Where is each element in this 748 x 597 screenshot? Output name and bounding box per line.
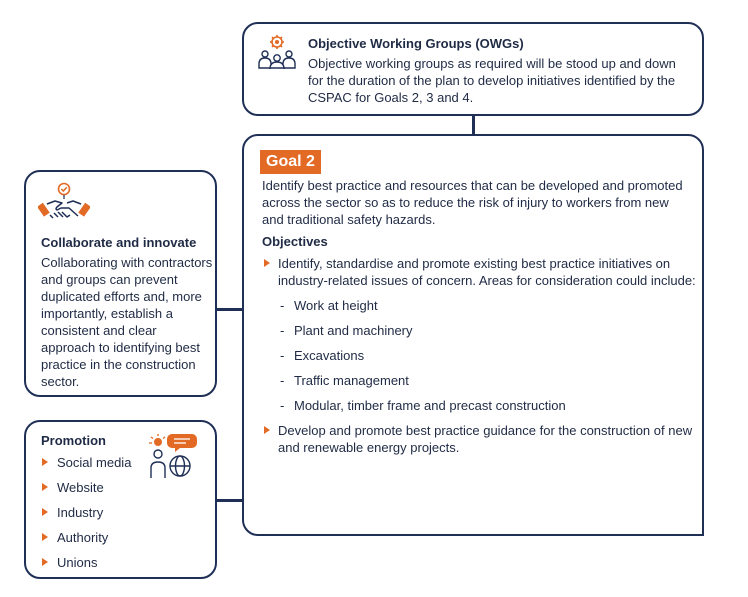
promotion-item-text: Industry [57,505,104,520]
sub-item-text: Work at height [294,298,378,313]
sub-item-text: Traffic management [294,373,409,388]
owg-title: Objective Working Groups (OWGs) [308,36,524,51]
collaborate-title: Collaborate and innovate [41,235,197,250]
sub-item: - Plant and machinery [280,323,413,338]
owg-description: Objective working groups as required will be stood up and down for the duration of the plan to develop initiatives identified by the CSPAC for Goals 2, 3 and 4. [308,56,676,105]
sub-item-text: Excavations [294,348,365,363]
objective-text: Identify, standardise and promote existing best practice initiatives on industry-related issues of concern. Areas for consideration could include: [278,256,696,288]
bullet-arrow-icon [264,426,270,434]
sub-item-text: Modular, timber frame and precast construction [294,398,566,413]
sub-item-text: Plant and machinery [294,323,413,338]
bullet-arrow-icon [42,558,48,566]
speaker-chat-globe-icon [144,432,202,480]
objective-item [278,422,698,456]
bullet-arrow-icon [264,259,270,267]
promotion-item [57,529,108,546]
promotion-item [57,454,131,471]
promotion-item-text: Website [57,480,104,495]
goal-panel [242,134,704,536]
collaborate-description: Collaborating with contractors and groups can prevent duplicated efforts and, more importantly, establish a consistent and clear approach to identifying best practice in the construction sector. [41,255,213,389]
handshake-icon [38,182,90,228]
goal-badge: Goal 2 [260,150,321,174]
connector-owg-goal [472,115,475,136]
bullet-arrow-icon [42,483,48,491]
connector-promo-goal [216,499,244,502]
sub-item: - Modular, timber frame and precast construction [280,398,566,413]
owg-panel [242,22,704,116]
promotion-item [57,554,97,571]
bullet-arrow-icon [42,508,48,516]
sub-item: - Work at height [280,298,378,313]
bullet-arrow-icon [42,458,48,466]
objectives-heading: Objectives [262,234,328,249]
sub-item: - Excavations [280,348,365,363]
goal-intro: Identify best practice and resources that can be developed and promoted across the sector so as to reduce the risk of injury to workers from new and traditional safety hazards. [262,178,683,227]
promotion-panel [24,420,217,579]
promotion-title: Promotion [41,433,106,448]
promotion-item [57,479,104,496]
collaborate-panel [24,170,217,397]
objective-text: Develop and promote best practice guidance for the construction of new and renewable energy projects. [278,423,693,455]
people-gear-icon [256,34,298,74]
connector-collab-goal [216,308,244,311]
objective-item [278,255,698,289]
bullet-arrow-icon [42,533,48,541]
promotion-item-text: Authority [57,530,109,545]
promotion-item [57,504,103,521]
promotion-item-text: Social media [57,455,132,470]
promotion-item-text: Unions [57,555,98,570]
sub-item: - Traffic management [280,373,409,388]
